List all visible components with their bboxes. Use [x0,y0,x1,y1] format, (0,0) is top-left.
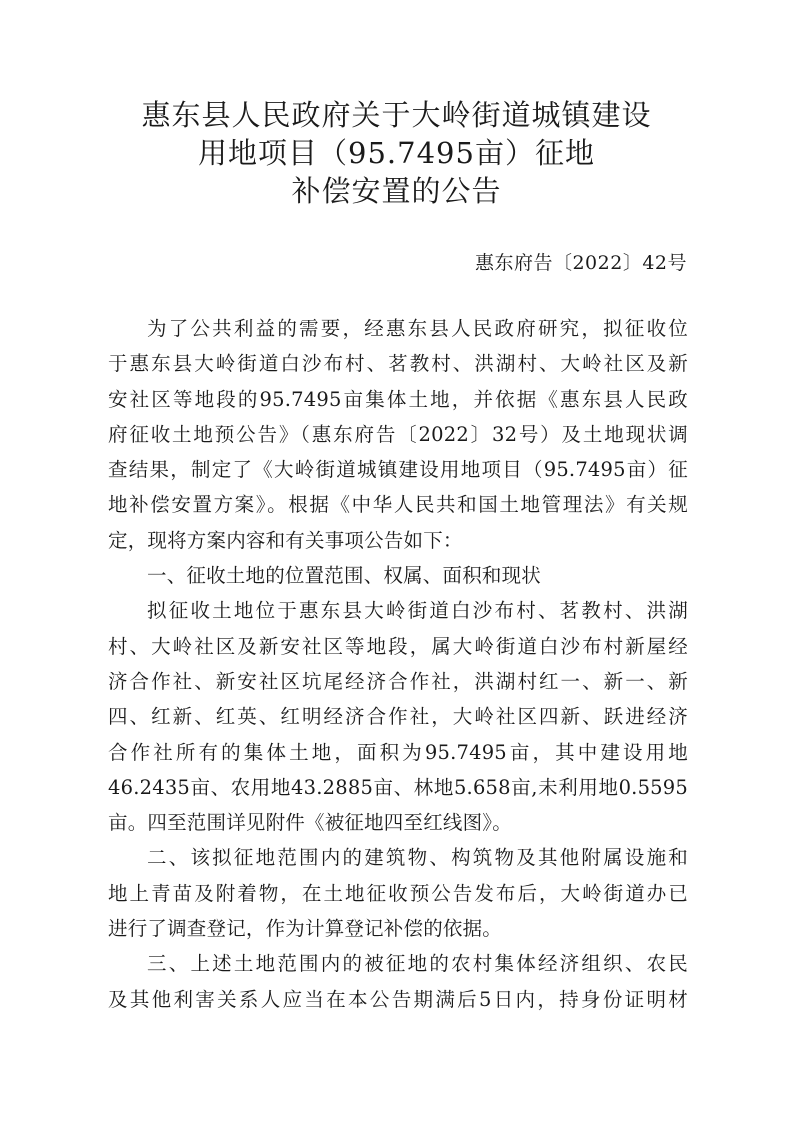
body-line: 地上青苗及附着物，在土地征收预公告发布后，大岭街道办已 [108,881,688,905]
body-line: 四、红新、红英、红明经济合作社，大岭社区四新、跃进经济 [108,705,688,729]
body-line: 府征收土地预公告》（惠东府告〔2022〕32号）及土地现状调 [108,422,688,446]
body-line: 济合作社、新安社区坑尾经济合作社，洪湖村红一、新一、新 [108,669,688,693]
body-line: 及其他利害关系人应当在本公告期满后5日内，持身份证明材 [108,987,688,1011]
body-line: 拟征收土地位于惠东县大岭街道白沙布村、茗教村、洪湖 [147,599,688,623]
body-line: 安社区等地段的95.7495亩集体土地，并依据《惠东县人民政 [108,387,688,411]
announcement-title [0,96,793,210]
body-line: 地补偿安置方案》。根据《中华人民共和国土地管理法》有关规 [108,493,688,517]
document-number: 惠东府告〔2022〕42号 [474,252,687,274]
body-line: 二、该拟征地范围内的建筑物、构筑物及其他附属设施和 [147,846,688,870]
body-line: 定，现将方案内容和有关事项公告如下： [108,528,463,552]
body-line: 三、上述土地范围内的被征地的农村集体经济组织、农民 [147,952,688,976]
body-line: 村、大岭社区及新安社区等地段，属大岭街道白沙布村新屋经 [108,634,688,658]
body-line: 查结果，制定了《大岭街道城镇建设用地项目（95.7495亩）征 [108,458,688,482]
title-line-3: 补偿安置的公告 [291,174,502,208]
body-line: 合作社所有的集体土地，面积为95.7495亩，其中建设用地 [108,740,688,764]
body-line: 46.2435亩、农用地43.2885亩、林地5.658亩,未利用地0.5595 [108,775,688,799]
body-line: 亩。四至范围详见附件《被征地四至红线图》。 [108,811,512,835]
title-line-2: 用地项目（95.7495亩）征地 [198,136,595,170]
section-heading-1: 一、征收土地的位置范围、权属、面积和现状 [147,564,542,588]
title-line-1: 惠东县人民政府关于大岭街道城镇建设 [141,98,652,132]
announcement-body [108,311,688,1017]
body-line: 进行了调查登记，作为计算登记补偿的依据。 [108,917,503,941]
body-line: 于惠东县大岭街道白沙布村、茗教村、洪湖村、大岭社区及新 [108,352,688,376]
body-line: 为了公共利益的需要，经惠东县人民政府研究，拟征收位 [147,317,688,340]
